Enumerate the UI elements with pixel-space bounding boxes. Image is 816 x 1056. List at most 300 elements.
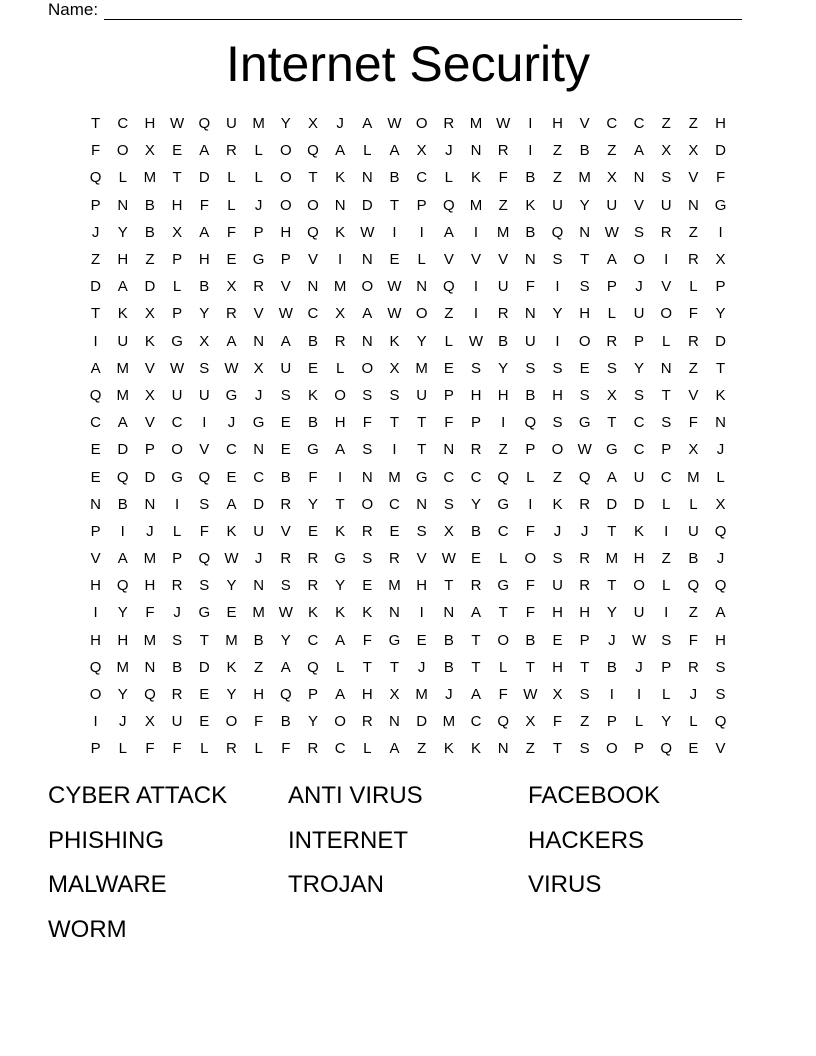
grid-letter[interactable]: D <box>361 196 373 214</box>
grid-letter[interactable]: Q <box>524 414 537 432</box>
grid-letter[interactable]: O <box>497 631 509 649</box>
grid-letter[interactable]: X <box>715 251 726 269</box>
grid-letter[interactable]: F <box>444 414 454 432</box>
grid-letter[interactable]: B <box>280 468 291 486</box>
grid-letter[interactable]: L <box>254 169 263 187</box>
grid-letter[interactable]: M <box>252 115 265 133</box>
grid-letter[interactable]: S <box>280 386 291 404</box>
grid-letter[interactable]: Y <box>606 604 617 622</box>
grid-letter[interactable]: M <box>143 169 157 187</box>
grid-letter[interactable]: N <box>90 495 101 513</box>
grid-letter[interactable]: O <box>89 686 102 704</box>
grid-letter[interactable]: R <box>389 550 400 568</box>
grid-letter[interactable]: R <box>687 332 699 350</box>
grid-letter[interactable]: F <box>91 142 101 160</box>
grid-letter[interactable]: H <box>552 658 563 676</box>
grid-letter[interactable]: L <box>662 332 671 350</box>
grid-letter[interactable]: L <box>417 251 426 269</box>
grid-letter[interactable]: C <box>497 522 509 540</box>
grid-letter[interactable]: M <box>252 604 265 622</box>
grid-letter[interactable]: G <box>388 631 401 649</box>
grid-letter[interactable]: H <box>171 196 183 214</box>
grid-letter[interactable]: J <box>635 658 643 676</box>
grid-letter[interactable]: K <box>470 740 481 758</box>
grid-letter[interactable]: Q <box>687 577 700 595</box>
grid-letter[interactable]: B <box>307 414 318 432</box>
grid-letter[interactable]: V <box>307 251 318 269</box>
grid-letter[interactable]: J <box>254 386 263 404</box>
grid-letter[interactable]: L <box>689 495 698 513</box>
grid-letter[interactable]: C <box>633 414 645 432</box>
grid-letter[interactable]: O <box>334 713 346 731</box>
grid-letter[interactable]: C <box>253 468 265 486</box>
grid-letter[interactable]: W <box>387 305 402 323</box>
grid-letter[interactable]: O <box>279 169 292 187</box>
grid-letter[interactable]: G <box>307 441 319 459</box>
grid-letter[interactable]: X <box>144 386 155 404</box>
grid-letter[interactable]: H <box>579 604 591 622</box>
grid-letter[interactable]: S <box>579 386 590 404</box>
grid-letter[interactable]: Q <box>116 577 129 595</box>
grid-letter[interactable]: E <box>443 359 454 377</box>
grid-letter[interactable]: W <box>170 359 185 377</box>
grid-letter[interactable]: Z <box>91 251 101 269</box>
grid-letter[interactable]: C <box>470 713 482 731</box>
grid-letter[interactable]: D <box>90 278 101 296</box>
grid-letter[interactable]: R <box>226 305 237 323</box>
grid-letter[interactable]: R <box>280 550 292 568</box>
grid-letter[interactable]: S <box>280 577 291 595</box>
grid-letter[interactable]: Z <box>444 305 454 323</box>
grid-letter[interactable]: U <box>171 713 183 731</box>
grid-letter[interactable]: Z <box>498 441 508 459</box>
grid-letter[interactable]: S <box>634 386 645 404</box>
grid-letter[interactable]: K <box>226 658 237 676</box>
grid-letter[interactable]: H <box>715 631 726 649</box>
grid-letter[interactable]: A <box>715 604 726 622</box>
grid-letter[interactable]: M <box>442 713 456 731</box>
grid-letter[interactable]: Q <box>578 468 591 486</box>
grid-letter[interactable]: X <box>606 169 617 187</box>
grid-letter[interactable]: R <box>579 577 591 595</box>
grid-letter[interactable]: N <box>361 468 373 486</box>
grid-letter[interactable]: F <box>254 713 264 731</box>
grid-letter[interactable]: J <box>146 522 154 540</box>
grid-letter[interactable]: T <box>389 414 400 432</box>
grid-letter[interactable]: P <box>172 305 183 323</box>
grid-letter[interactable]: N <box>524 305 536 323</box>
grid-letter[interactable]: Q <box>198 550 211 568</box>
grid-letter[interactable]: K <box>335 604 346 622</box>
grid-letter[interactable]: O <box>361 495 374 513</box>
grid-letter[interactable]: R <box>307 550 319 568</box>
grid-letter[interactable]: L <box>118 169 127 187</box>
grid-letter[interactable]: M <box>116 359 129 377</box>
grid-letter[interactable]: Y <box>335 577 346 595</box>
grid-letter[interactable]: R <box>361 522 373 540</box>
grid-letter[interactable]: R <box>579 550 591 568</box>
grid-letter[interactable]: V <box>579 115 590 133</box>
grid-letter[interactable]: Q <box>116 468 129 486</box>
grid-letter[interactable]: S <box>362 550 373 568</box>
grid-letter[interactable]: V <box>144 414 155 432</box>
grid-letter[interactable]: L <box>363 142 372 160</box>
grid-letter[interactable]: L <box>689 713 698 731</box>
grid-letter[interactable]: T <box>389 196 400 214</box>
grid-letter[interactable]: N <box>633 169 645 187</box>
grid-letter[interactable]: G <box>578 414 591 432</box>
grid-letter[interactable]: P <box>90 740 101 758</box>
grid-letter[interactable]: Q <box>714 577 727 595</box>
grid-letter[interactable]: P <box>606 278 617 296</box>
grid-letter[interactable]: D <box>253 495 265 513</box>
grid-letter[interactable]: W <box>631 631 647 649</box>
grid-letter[interactable]: B <box>280 713 291 731</box>
grid-letter[interactable]: Y <box>715 305 726 323</box>
grid-letter[interactable]: N <box>389 604 400 622</box>
grid-letter[interactable]: L <box>607 305 617 323</box>
grid-letter[interactable]: N <box>416 495 428 513</box>
grid-letter[interactable]: S <box>199 577 210 595</box>
grid-letter[interactable]: N <box>334 196 346 214</box>
grid-letter[interactable]: Y <box>226 686 237 704</box>
grid-letter[interactable]: M <box>578 169 591 187</box>
grid-letter[interactable]: Z <box>688 359 698 377</box>
grid-letter[interactable]: F <box>145 740 155 758</box>
grid-letter[interactable]: E <box>579 359 590 377</box>
grid-letter[interactable]: K <box>389 332 400 350</box>
grid-letter[interactable]: F <box>498 169 508 187</box>
grid-letter[interactable]: S <box>661 414 672 432</box>
grid-letter[interactable]: R <box>660 223 672 241</box>
grid-letter[interactable]: Q <box>660 740 673 758</box>
grid-letter[interactable]: E <box>307 359 318 377</box>
grid-letter[interactable]: Z <box>145 251 155 269</box>
grid-letter[interactable]: L <box>227 169 236 187</box>
grid-letter[interactable]: I <box>175 495 180 513</box>
grid-letter[interactable]: N <box>361 332 373 350</box>
grid-letter[interactable]: X <box>144 142 155 160</box>
grid-letter[interactable]: X <box>552 686 563 704</box>
grid-letter[interactable]: Y <box>307 713 318 731</box>
grid-letter[interactable]: M <box>415 686 428 704</box>
grid-letter[interactable]: Q <box>144 686 156 704</box>
grid-letter[interactable]: O <box>116 142 129 160</box>
grid-letter[interactable]: A <box>470 604 481 622</box>
grid-letter[interactable]: G <box>714 196 727 214</box>
grid-letter[interactable]: S <box>552 550 563 568</box>
grid-letter[interactable]: Q <box>89 658 102 676</box>
grid-letter[interactable]: S <box>606 359 617 377</box>
grid-letter[interactable]: X <box>525 713 536 731</box>
grid-letter[interactable]: E <box>199 713 210 731</box>
grid-letter[interactable]: I <box>664 522 669 540</box>
grid-letter[interactable]: O <box>415 115 428 133</box>
grid-letter[interactable]: F <box>498 686 508 704</box>
grid-letter[interactable]: K <box>144 332 155 350</box>
grid-letter[interactable]: P <box>661 658 672 676</box>
grid-letter[interactable]: Q <box>442 196 455 214</box>
grid-letter[interactable]: K <box>226 522 237 540</box>
grid-letter[interactable]: W <box>360 223 375 241</box>
grid-letter[interactable]: M <box>333 278 347 296</box>
grid-letter[interactable]: Y <box>661 713 672 731</box>
grid-letter[interactable]: S <box>579 278 590 296</box>
grid-letter[interactable]: H <box>416 577 428 595</box>
grid-letter[interactable]: X <box>253 359 264 377</box>
grid-letter[interactable]: L <box>444 169 453 187</box>
grid-letter[interactable]: S <box>552 414 563 432</box>
grid-letter[interactable]: A <box>199 223 210 241</box>
grid-letter[interactable]: H <box>253 686 265 704</box>
grid-letter[interactable]: M <box>388 468 401 486</box>
grid-letter[interactable]: T <box>580 658 590 676</box>
grid-letter[interactable]: H <box>633 550 645 568</box>
grid-letter[interactable]: Z <box>525 740 535 758</box>
grid-letter[interactable]: V <box>443 251 454 269</box>
grid-letter[interactable]: W <box>523 686 538 704</box>
grid-letter[interactable]: J <box>716 441 725 459</box>
grid-letter[interactable]: F <box>362 631 372 649</box>
grid-letter[interactable]: A <box>634 142 645 160</box>
grid-letter[interactable]: L <box>716 468 725 486</box>
grid-letter[interactable]: F <box>199 522 209 540</box>
grid-letter[interactable]: T <box>91 115 101 133</box>
grid-letter[interactable]: P <box>634 332 645 350</box>
grid-letter[interactable]: F <box>525 522 535 540</box>
grid-letter[interactable]: Z <box>552 468 563 486</box>
grid-letter[interactable]: I <box>664 251 669 269</box>
grid-letter[interactable]: H <box>144 577 156 595</box>
grid-letter[interactable]: X <box>606 386 617 404</box>
grid-letter[interactable]: G <box>198 604 211 622</box>
grid-letter[interactable]: C <box>606 115 618 133</box>
grid-letter[interactable]: N <box>416 278 428 296</box>
grid-letter[interactable]: X <box>144 713 155 731</box>
grid-letter[interactable]: M <box>469 196 483 214</box>
grid-letter[interactable]: L <box>172 278 182 296</box>
grid-letter[interactable]: Z <box>688 223 698 241</box>
grid-letter[interactable]: P <box>90 522 101 540</box>
grid-letter[interactable]: O <box>225 713 238 731</box>
grid-letter[interactable]: H <box>117 631 129 649</box>
grid-letter[interactable]: A <box>443 223 454 241</box>
grid-letter[interactable]: X <box>443 522 454 540</box>
grid-letter[interactable]: Y <box>117 604 128 622</box>
grid-letter[interactable]: H <box>90 577 101 595</box>
grid-letter[interactable]: X <box>144 305 155 323</box>
grid-letter[interactable]: K <box>335 522 346 540</box>
grid-letter[interactable]: I <box>93 604 98 622</box>
grid-letter[interactable]: L <box>335 359 345 377</box>
grid-letter[interactable]: B <box>307 332 318 350</box>
grid-letter[interactable]: B <box>389 169 400 187</box>
grid-letter[interactable]: Z <box>498 196 508 214</box>
grid-letter[interactable]: B <box>525 631 536 649</box>
grid-letter[interactable]: V <box>634 196 645 214</box>
grid-letter[interactable]: N <box>361 169 373 187</box>
grid-letter[interactable]: L <box>526 468 535 486</box>
grid-letter[interactable]: A <box>117 550 128 568</box>
grid-letter[interactable]: E <box>90 468 101 486</box>
grid-letter[interactable]: X <box>715 495 726 513</box>
grid-letter[interactable]: W <box>496 115 511 133</box>
grid-letter[interactable]: W <box>224 359 239 377</box>
grid-letter[interactable]: Z <box>688 115 698 133</box>
grid-letter[interactable]: S <box>552 359 563 377</box>
grid-letter[interactable]: Q <box>89 169 102 187</box>
grid-letter[interactable]: F <box>688 631 698 649</box>
grid-letter[interactable]: U <box>633 305 645 323</box>
grid-letter[interactable]: I <box>473 278 479 296</box>
grid-letter[interactable]: V <box>253 305 264 323</box>
grid-letter[interactable]: A <box>117 414 128 432</box>
grid-letter[interactable]: R <box>226 740 237 758</box>
grid-letter[interactable]: R <box>470 441 482 459</box>
grid-letter[interactable]: E <box>226 468 237 486</box>
grid-letter[interactable]: H <box>715 115 726 133</box>
grid-letter[interactable]: E <box>552 631 563 649</box>
grid-letter[interactable]: O <box>633 251 645 269</box>
grid-letter[interactable]: V <box>199 441 210 459</box>
grid-letter[interactable]: P <box>253 223 264 241</box>
grid-letter[interactable]: Z <box>688 604 698 622</box>
grid-letter[interactable]: C <box>307 305 319 323</box>
grid-letter[interactable]: T <box>498 604 508 622</box>
grid-letter[interactable]: A <box>389 142 400 160</box>
grid-letter[interactable]: A <box>90 359 101 377</box>
grid-letter[interactable]: E <box>362 577 373 595</box>
grid-letter[interactable]: X <box>661 142 672 160</box>
grid-letter[interactable]: J <box>608 631 616 649</box>
grid-letter[interactable]: E <box>226 251 237 269</box>
grid-letter[interactable]: L <box>662 577 671 595</box>
grid-letter[interactable]: P <box>90 196 101 214</box>
grid-letter[interactable]: N <box>253 441 265 459</box>
grid-letter[interactable]: X <box>688 142 699 160</box>
grid-letter[interactable]: Y <box>226 577 237 595</box>
grid-letter[interactable]: S <box>579 686 590 704</box>
grid-letter[interactable]: E <box>389 522 400 540</box>
grid-letter[interactable]: U <box>497 278 509 296</box>
grid-letter[interactable]: Y <box>117 223 128 241</box>
grid-letter[interactable]: O <box>171 441 183 459</box>
grid-letter[interactable]: Q <box>307 142 319 160</box>
grid-letter[interactable]: C <box>633 115 645 133</box>
grid-letter[interactable]: L <box>498 658 508 676</box>
grid-letter[interactable]: Y <box>280 115 291 133</box>
grid-letter[interactable]: X <box>172 223 183 241</box>
grid-letter[interactable]: I <box>93 713 98 731</box>
grid-letter[interactable]: Q <box>551 223 564 241</box>
grid-letter[interactable]: P <box>470 414 481 432</box>
grid-letter[interactable]: T <box>308 169 318 187</box>
grid-letter[interactable]: O <box>279 196 292 214</box>
grid-letter[interactable]: R <box>579 495 591 513</box>
grid-letter[interactable]: M <box>388 577 401 595</box>
grid-letter[interactable]: O <box>334 386 346 404</box>
grid-letter[interactable]: D <box>633 495 645 513</box>
grid-letter[interactable]: I <box>338 251 343 269</box>
grid-letter[interactable]: D <box>715 332 726 350</box>
grid-letter[interactable]: J <box>417 658 426 676</box>
grid-letter[interactable]: T <box>552 740 563 758</box>
grid-letter[interactable]: H <box>470 386 482 404</box>
grid-letter[interactable]: R <box>334 332 346 350</box>
grid-letter[interactable]: I <box>636 686 642 704</box>
grid-letter[interactable]: T <box>715 359 726 377</box>
grid-letter[interactable]: C <box>633 441 645 459</box>
grid-letter[interactable]: R <box>361 713 373 731</box>
grid-letter[interactable]: X <box>688 441 699 459</box>
grid-letter[interactable]: H <box>90 631 101 649</box>
grid-letter[interactable]: U <box>633 468 645 486</box>
grid-letter[interactable]: L <box>662 495 671 513</box>
grid-letter[interactable]: K <box>552 495 563 513</box>
grid-letter[interactable]: M <box>687 468 700 486</box>
grid-letter[interactable]: N <box>443 604 455 622</box>
grid-letter[interactable]: F <box>525 278 535 296</box>
grid-letter[interactable]: L <box>363 740 372 758</box>
grid-letter[interactable]: Z <box>661 115 671 133</box>
grid-letter[interactable]: H <box>280 223 292 241</box>
grid-letter[interactable]: P <box>634 740 645 758</box>
grid-letter[interactable]: M <box>143 550 157 568</box>
grid-letter[interactable]: E <box>688 740 699 758</box>
grid-letter[interactable]: G <box>171 332 183 350</box>
grid-letter[interactable]: F <box>525 577 535 595</box>
grid-letter[interactable]: H <box>552 386 563 404</box>
grid-letter[interactable]: D <box>715 142 726 160</box>
grid-letter[interactable]: A <box>335 631 346 649</box>
grid-letter[interactable]: T <box>607 522 617 540</box>
grid-letter[interactable]: U <box>226 115 237 133</box>
name-blank-line[interactable] <box>104 4 742 20</box>
grid-letter[interactable]: W <box>278 604 293 622</box>
grid-letter[interactable]: A <box>199 142 210 160</box>
grid-letter[interactable]: K <box>634 522 645 540</box>
grid-letter[interactable]: S <box>661 631 672 649</box>
grid-letter[interactable]: O <box>578 332 591 350</box>
grid-letter[interactable]: F <box>688 414 698 432</box>
grid-letter[interactable]: Y <box>552 305 563 323</box>
grid-letter[interactable]: W <box>387 115 402 133</box>
grid-letter[interactable]: O <box>633 577 645 595</box>
grid-letter[interactable]: I <box>338 468 343 486</box>
grid-letter[interactable]: J <box>254 550 263 568</box>
grid-letter[interactable]: V <box>280 522 291 540</box>
grid-letter[interactable]: I <box>473 305 479 323</box>
grid-letter[interactable]: R <box>280 495 292 513</box>
grid-letter[interactable]: A <box>362 115 373 133</box>
grid-letter[interactable]: Z <box>552 142 563 160</box>
grid-letter[interactable]: B <box>579 142 590 160</box>
grid-letter[interactable]: J <box>553 522 562 540</box>
grid-letter[interactable]: B <box>443 658 454 676</box>
grid-letter[interactable]: U <box>633 604 645 622</box>
grid-letter[interactable]: K <box>470 169 481 187</box>
grid-letter[interactable]: I <box>473 223 479 241</box>
grid-letter[interactable]: H <box>117 251 129 269</box>
grid-letter[interactable]: N <box>443 441 455 459</box>
grid-letter[interactable]: K <box>715 386 726 404</box>
grid-letter[interactable]: H <box>579 305 591 323</box>
grid-letter[interactable]: O <box>279 142 292 160</box>
grid-letter[interactable]: T <box>444 577 454 595</box>
grid-letter[interactable]: E <box>226 604 237 622</box>
grid-letter[interactable]: D <box>606 495 618 513</box>
grid-letter[interactable]: J <box>635 278 643 296</box>
